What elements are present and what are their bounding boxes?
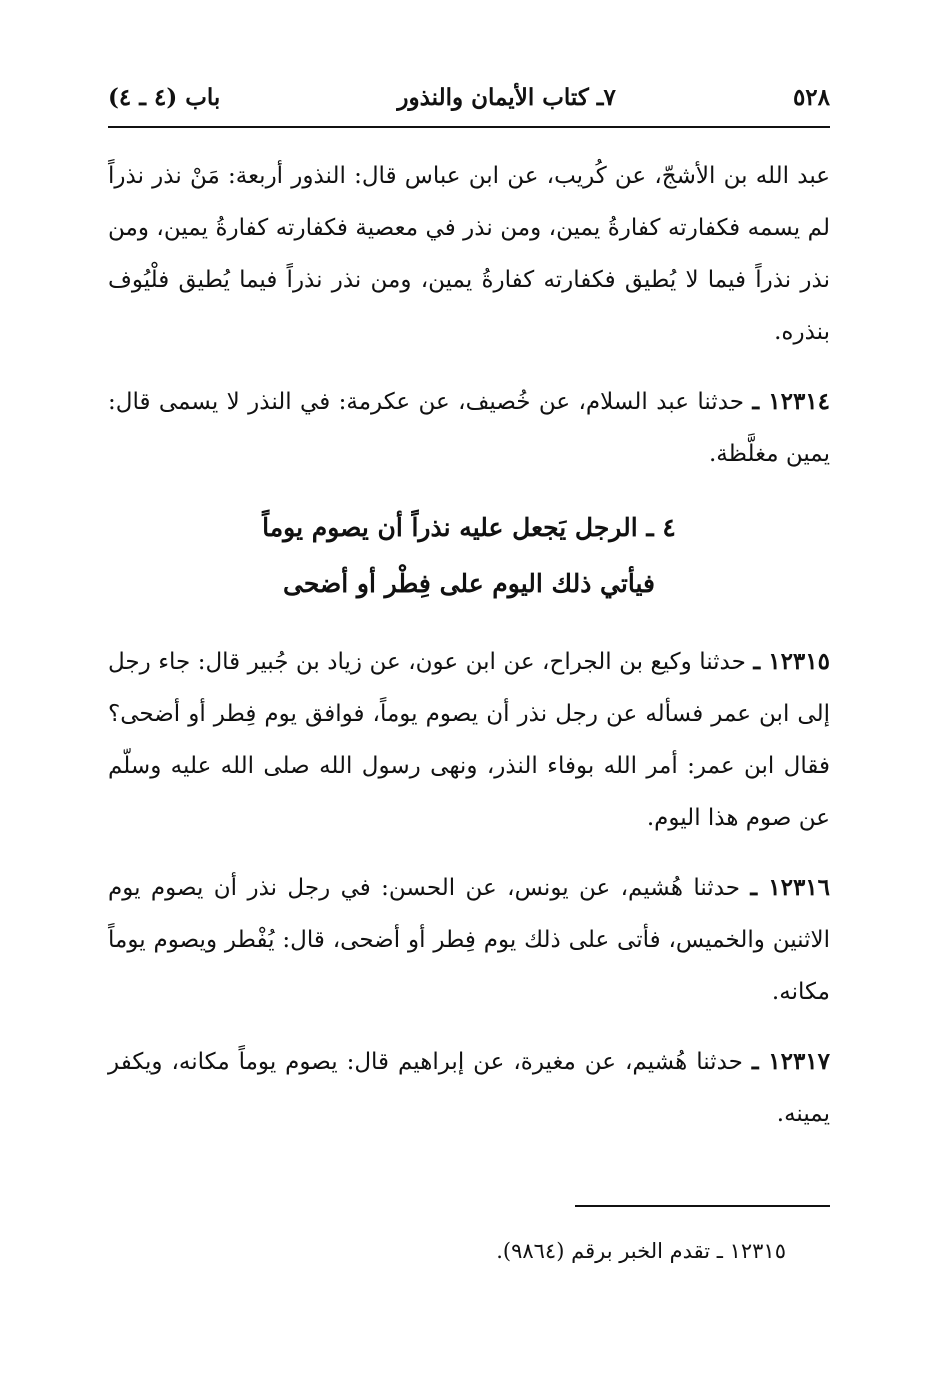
book-title: ٧ـ كتاب الأيمان والنذور — [397, 84, 616, 111]
hadith-text: حدثنا هُشيم، عن يونس، عن الحسن: في رجل نذر أن يصوم يوم الاثنين والخميس، فأتى على ذلك يوم فِطر أو أضحى، قال: يُفْطر ويصوم يوماً مكانه. — [108, 875, 830, 1005]
paragraph-continuation: عبد الله بن الأشجّ، عن كُريب، عن ابن عباس قال: النذور أربعة: مَنْ نذر نذراً لم يسمه فكفارته كفارةُ يمين، ومن نذر في معصية فكفارته كفارةُ يمين، ومن نذر نذراً فيما لا يُطيق فكفارته كفارةُ يمين، ومن نذر نذراً فيما يُطيق فلْيُوف بنذره. — [108, 163, 830, 345]
hadith-12317 — [108, 1036, 830, 1140]
footnote: ١٢٣١٥ ـ تقدم الخبر برقم (٩٨٦٤). — [496, 1239, 786, 1263]
hadith-text: حدثنا وكيع بن الجراح، عن ابن عون، عن زياد بن جُبير قال: جاء رجل إلى ابن عمر فسأله عن رجل نذر أن يصوم يوماً، فوافق يوم فِطر أو أضحى؟ فقال ابن عمر: أمر الله بوفاء النذر، ونهى رسول الله صلى الله عليه وسلّم عن صوم هذا اليوم. — [108, 649, 830, 831]
page-number: ٥٢٨ — [792, 84, 830, 111]
chapter-reference: باب (٤ ـ ٤) — [108, 84, 221, 111]
hadith-number: ١٢٣١٦ ـ — [750, 874, 831, 901]
hadith-12314 — [108, 376, 830, 480]
hadith-number: ١٢٣١٤ ـ — [752, 388, 831, 415]
hadith-12316 — [108, 862, 830, 1018]
running-header — [108, 80, 830, 116]
section-heading-line-1: ٤ ـ الرجل يَجعل عليه نذراً أن يصوم يوماً — [262, 513, 676, 542]
hadith-number: ١٢٣١٧ ـ — [751, 1048, 831, 1075]
hadith-number: ١٢٣١٥ ـ — [753, 648, 830, 675]
book-page — [108, 80, 830, 1158]
body-text — [108, 150, 830, 1140]
header-rule — [108, 126, 830, 128]
hadith-text: حدثنا هُشيم، عن مغيرة، عن إبراهيم قال: يصوم يوماً مكانه، ويكفر يمينه. — [108, 1049, 830, 1127]
footnote-rule — [575, 1205, 830, 1207]
hadith-text: حدثنا عبد السلام، عن خُصيف، عن عكرمة: في النذر لا يسمى قال: يمين مغلَّظة. — [108, 389, 830, 467]
section-heading — [108, 500, 830, 612]
section-heading-line-2: فيأتي ذلك اليوم على فِطْر أو أضحى — [283, 569, 655, 598]
footnote-area — [108, 1205, 830, 1271]
hadith-12315 — [108, 636, 830, 844]
